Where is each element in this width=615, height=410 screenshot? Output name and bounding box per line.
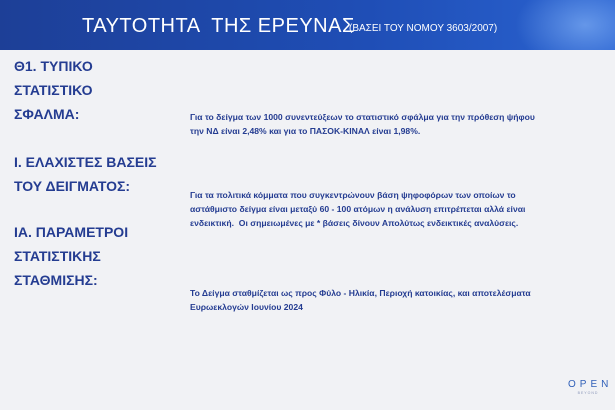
- label-line: Θ1. ΤΥΠΙΚΟ: [14, 58, 93, 74]
- label-line: ΣΤΑΤΙΣΤΙΚΗΣ: [14, 248, 101, 264]
- logo-sub-text: BEYOND: [577, 391, 599, 395]
- open-beyond-logo: [568, 379, 613, 396]
- section-label-sampling-error: [14, 54, 93, 126]
- survey-identity-content: [0, 50, 615, 410]
- weighting-parameters-text: Το Δείγμα σταθμίζεται ως προς Φύλο - Ηλικία, Περιοχή κατοικίας, και αποτελέσματα Ευρωεκλογών Ιουνίου 2024: [190, 288, 531, 312]
- header-glow: [515, 0, 615, 50]
- label-line: ΣΤΑΘΜΙΣΗΣ:: [14, 272, 98, 288]
- label-line: Ι. ΕΛΑΧΙΣΤΕΣ ΒΑΣΕΙΣ: [14, 154, 157, 170]
- label-line: ΣΤΑΤΙΣΤΙΚΟ: [14, 82, 93, 98]
- label-line: ΙΑ. ΠΑΡΑΜΕΤΡΟΙ: [14, 224, 129, 240]
- section-label-minimum-bases: [14, 150, 157, 198]
- page-title: ΤΑΥΤΟΤΗΤΑ ΤΗΣ ΕΡΕΥΝΑΣ: [82, 15, 355, 37]
- logo-main-text: OPEN: [568, 379, 613, 390]
- sampling-error-text: Για το δείγμα των 1000 συνεντεύξεων το στατιστικό σφάλμα για την πρόθεση ψήφου την ΝΔ είναι 2,48% και για το ΠΑΣΟΚ-ΚΙΝΑΛ είναι 1,98%.: [190, 112, 535, 136]
- label-line: ΣΦΑΛΜΑ:: [14, 106, 80, 122]
- label-line: ΤΟΥ ΔΕΙΓΜΑΤΟΣ:: [14, 178, 131, 194]
- header-bar: [0, 0, 615, 50]
- section-label-weighting-parameters: [14, 220, 128, 292]
- page-subtitle: (ΒΑΣΕΙ ΤΟΥ ΝΟΜΟΥ 3603/2007): [349, 23, 498, 34]
- minimum-bases-text: Για τα πολιτικά κόμματα που συγκεντρώνουν βάση ψηφοφόρων των οποίων το αστάθμιστο δείγμα είναι μεταξύ 60 - 100 ατόμων η ανάλυση επιτρέπεται αλλά είναι ενδεικτική. Οι σημειωμένες με * βάσεις δίνουν Απολύτως ενδεικτικές αναλύσεις.: [190, 190, 526, 228]
